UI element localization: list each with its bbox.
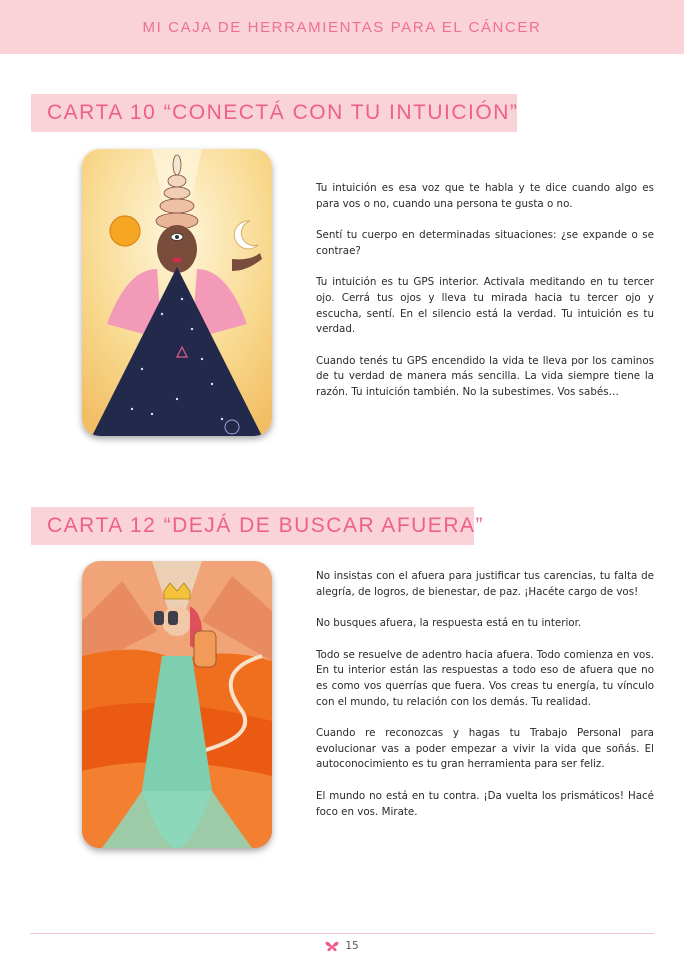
footer-divider bbox=[30, 933, 654, 934]
paragraph: No insistas con el afuera para justificar tus carencias, tu falta de alegría, de logros, de bienestar, de paz. ¡Hacéte cargo de vos! bbox=[316, 570, 654, 598]
paragraph: No busques afuera, la respuesta está en tu interior. bbox=[316, 617, 582, 630]
paragraph: Cuando re reconozcas y hagas tu Trabajo Personal para evolucionar vas a poder empezar a vivir la vida que soñás. El autoconocimiento es tu gran herramienta para ser feliz. bbox=[316, 727, 654, 771]
paragraph: Cuando tenés tu GPS encendido la vida te lleva por los caminos de tu verdad de manera más sencilla. La vida siempre tiene la razón. Tu intuición también. No la subestimes. Vos sabés… bbox=[316, 354, 654, 398]
paragraph: Todo se resuelve de adentro hacia afuera. Todo comienza en vos. En tu interior están las respuestas a todo eso de afuera que no es como vos querrías que fuera. Vos creas tu energía, tu vínculo con el mundo, tu relación con los demás. Tu realidad. bbox=[316, 648, 654, 708]
paragraph: Tu intuición es esa voz que te habla y te dice cuando algo es para vos o no, cuando una persona te gusta o no. bbox=[316, 182, 654, 210]
running-header bbox=[0, 0, 684, 54]
page-footer bbox=[0, 940, 684, 952]
paragraph: El mundo no está en tu contra. ¡Da vuelta los prismáticos! Hacé foco en vos. Mirate. bbox=[316, 789, 654, 818]
card-illustration-intuition bbox=[82, 149, 272, 436]
card-illustration-look-inside bbox=[82, 561, 272, 848]
section-title-carta-12: CARTA 12 “DEJÁ DE BUSCAR AFUERA” bbox=[31, 507, 474, 545]
book-title: MI CAJA DE HERRAMIENTAS PARA EL CÁNCER bbox=[142, 18, 542, 36]
butterfly-icon bbox=[325, 941, 339, 952]
paragraph: Sentí tu cuerpo en determinadas situaciones: ¿se expande o se contrae? bbox=[316, 229, 654, 257]
page-number: 15 bbox=[345, 940, 359, 952]
section-1-body bbox=[316, 181, 654, 417]
paragraph: Tu intuición es tu GPS interior. Activala meditando en tu tercer ojo. Cerrá tus ojos y lleva tu mirada hacia tu tercer ojo y escucha, sentí. En el silencio está la verdad. Tu intuición es tu verdad. bbox=[316, 276, 654, 336]
section-title-carta-10: CARTA 10 “CONECTÁ CON TU INTUICIÓN” bbox=[31, 94, 517, 132]
section-2-body bbox=[316, 569, 654, 836]
